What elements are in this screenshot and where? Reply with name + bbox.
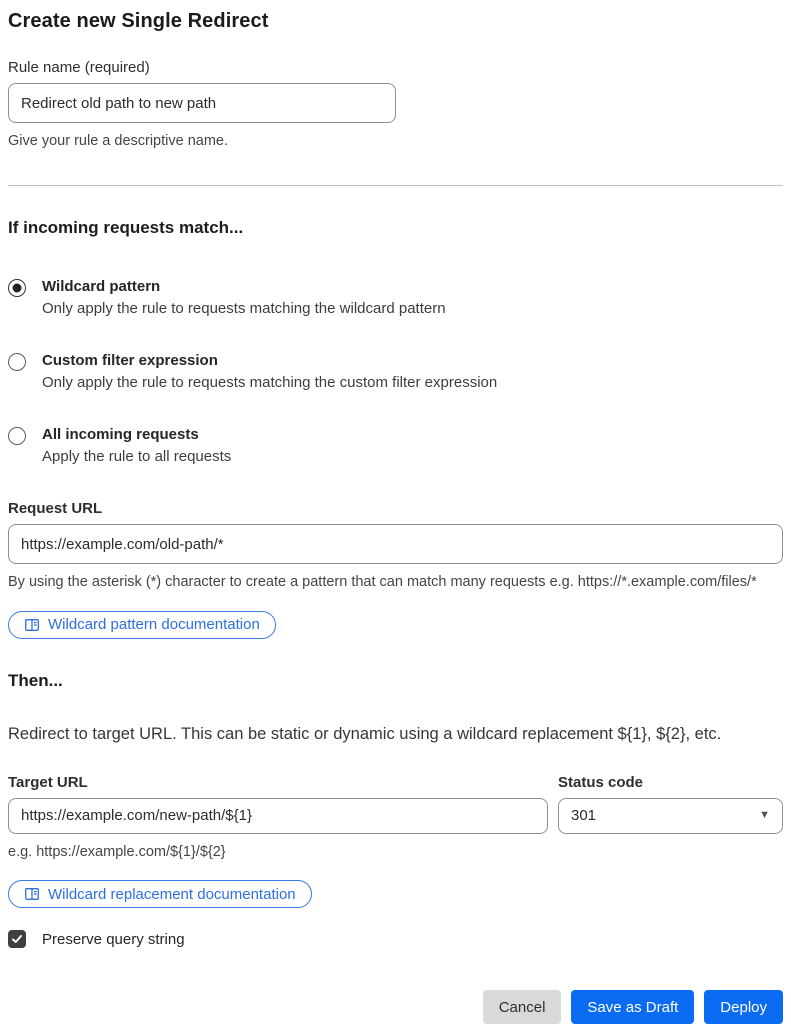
target-url-input[interactable] — [8, 798, 548, 834]
radio-description: Apply the rule to all requests — [42, 448, 232, 466]
status-code-label: Status code — [558, 773, 644, 791]
radio-button-icon[interactable] — [8, 353, 26, 371]
checkbox-icon[interactable] — [8, 930, 26, 948]
radio-label: Custom filter expression — [42, 352, 218, 370]
radio-label: Wildcard pattern — [42, 278, 161, 296]
book-icon — [24, 886, 40, 902]
target-url-field — [8, 774, 548, 908]
status-code-field — [558, 774, 783, 908]
doc-button-label: Wildcard replacement documentation — [48, 885, 296, 903]
radio-description: Only apply the rule to requests matching the custom filter expression — [42, 374, 498, 392]
status-code-selected-value: 301 — [571, 807, 597, 825]
status-code-select[interactable] — [558, 798, 783, 834]
rule-name-help: Give your rule a descriptive name. — [8, 133, 229, 149]
rule-name-input[interactable] — [8, 83, 396, 123]
request-url-help: By using the asterisk (*) character to create a pattern that can match many requests e.g. https://*.example.com/files/* — [8, 574, 757, 591]
request-url-label: Request URL — [8, 500, 103, 518]
radio-button-icon[interactable] — [8, 427, 26, 445]
target-row — [8, 774, 783, 908]
save-as-draft-button[interactable]: Save as Draft — [571, 990, 694, 1024]
preserve-query-string-label: Preserve query string — [42, 930, 185, 948]
rule-name-field — [8, 59, 783, 152]
book-icon — [24, 617, 40, 633]
wildcard-replacement-documentation-button[interactable] — [8, 880, 312, 908]
radio-button-icon[interactable] — [8, 279, 26, 297]
target-url-help: e.g. https://example.com/${1}/${2} — [8, 843, 226, 860]
request-url-input[interactable] — [8, 524, 783, 564]
section-divider — [8, 185, 783, 186]
radio-label: All incoming requests — [42, 426, 199, 444]
match-section-heading: If incoming requests match... — [8, 218, 244, 238]
then-section-heading: Then... — [8, 670, 63, 690]
doc-button-label: Wildcard pattern documentation — [48, 616, 260, 634]
preserve-query-string-row[interactable] — [8, 930, 783, 948]
footer-actions — [483, 990, 783, 1024]
rule-name-label: Rule name (required) — [8, 59, 150, 76]
page-title: Create new Single Redirect — [8, 10, 269, 32]
radio-option-wildcard-pattern[interactable] — [8, 278, 783, 317]
radio-option-all-incoming-requests[interactable] — [8, 426, 783, 465]
deploy-button[interactable]: Deploy — [704, 990, 783, 1024]
chevron-down-icon: ▼ — [759, 809, 770, 822]
request-url-field — [8, 500, 783, 638]
then-section-description: Redirect to target URL. This can be static or dynamic using a wildcard replacement ${1}, ${2}, etc. — [8, 724, 722, 743]
target-url-label: Target URL — [8, 773, 88, 791]
match-type-radio-group — [8, 278, 783, 465]
radio-option-custom-filter-expression[interactable] — [8, 352, 783, 391]
radio-description: Only apply the rule to requests matching the wildcard pattern — [42, 300, 446, 318]
wildcard-pattern-documentation-button[interactable] — [8, 611, 276, 639]
cancel-button[interactable]: Cancel — [483, 990, 562, 1024]
